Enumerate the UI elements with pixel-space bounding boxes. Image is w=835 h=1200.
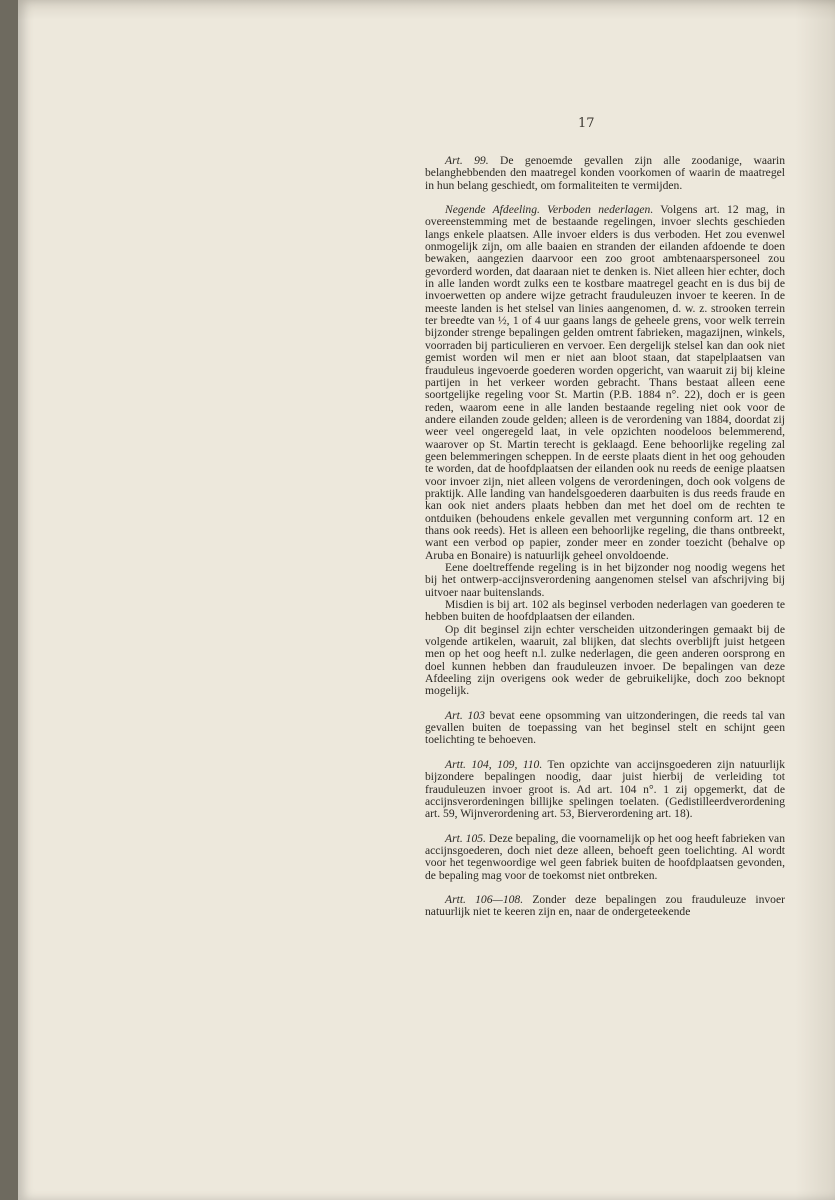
paragraph-lead: Art. 99.: [445, 154, 489, 167]
paragraph-artt-106-108: [425, 894, 785, 919]
paragraph-art-105: [425, 833, 785, 882]
paragraph-text: De genoemde gevallen zijn alle zoodanige, waarin belanghebbenden den maatregel konden voorkomen of waarin de maatregel in hun belang geschiedt, om formaliteiten te vermijden.: [425, 154, 785, 192]
document-page: [18, 0, 835, 1200]
page-shadow-top: [18, 0, 835, 20]
paragraph-lead: Art. 105.: [445, 831, 486, 845]
paragraph-artt-104-109-110: [425, 759, 785, 821]
body-text: [425, 155, 785, 919]
paragraph-art-99: [425, 155, 785, 192]
paragraph-lead: Negende Afdeeling. Verboden nederlagen.: [445, 203, 654, 217]
paragraph-text: Zonder deze bepalingen zou frauduleuze invoer natuurlijk niet te keeren zijn en, naar de ondergeteekende: [425, 892, 785, 919]
paragraph-text: Ten opzichte van accijnsgoederen zijn natuurlijk bijzondere bepalingen noodig, daar juist hierbij de verleiding tot frauduleuzen invoer groot is. Ad art. 104 n°. 1 zij opgemerkt, dat de accijnsverordeningen billijke spelingen toelaten. (Gedistilleerdverordening art. 59, Wijnverordening art. 53, Bierverordening art. 18).: [425, 757, 786, 821]
page-shadow-edge: [795, 0, 835, 1200]
paragraph-lead: Artt. 106—108.: [445, 892, 524, 906]
page-number: 17: [578, 116, 595, 131]
paragraph-art-103: [425, 710, 785, 747]
paragraph-text: bevat eene opsomming van uitzonderingen, die reeds tal van gevallen buiten de toepassing van het beginsel stelt en schijnt geen toelichting te behoeven.: [425, 708, 785, 747]
paragraph-doeltreffende-regeling: [425, 562, 785, 599]
paragraph-art-102: [425, 599, 785, 624]
paragraph-lead: Artt. 104, 109, 110.: [445, 757, 543, 771]
paragraph-text: Op dit beginsel zijn echter verscheiden uitzonderingen gemaakt bij de volgende artikelen, waaruit, zal blijken, dat slechts overblijft juist hetgeen men op het oog heeft n.l. zulke nederlagen, die geen anderen oorsprong en doel kunnen hebben dan frauduleuzen invoer. De bepalingen van deze Afdeeling zijn overigens ook weder de gebruikelijke, doch zoo beknopt mogelijk.: [425, 622, 785, 698]
paragraph-text: Deze bepaling, die voornamelijk op het oog heeft fabrieken van accijnsgoederen, doch niet deze alleen, behoeft geen toelichting. Al wordt voor het tegenwoordige wel geen fabriek buiten de hoofdplaatsen gevonden, de bepaling mag voor de toekomst niet ontbreken.: [425, 831, 785, 882]
paragraph-lead: Art. 103: [445, 708, 485, 722]
paragraph-text: Misdien is bij art. 102 als beginsel verboden nederlagen van goederen te hebben buiten de hoofdplaatsen der eilanden.: [425, 598, 785, 624]
paragraph-uitzonderingen: [425, 624, 785, 698]
paragraph-verboden-nederlagen: [425, 204, 785, 562]
paragraph-text: Eene doeltreffende regeling is in het bijzonder nog noodig wegens het bij het ontwerp-accijnsverordening aangenomen stelsel van afschrijving bij uitvoer naar buitenslands.: [425, 561, 785, 599]
paragraph-text: Volgens art. 12 mag, in overeenstemming met de bestaande regelingen, invoer slechts geschieden langs enkele plaatsen. Alle invoer elders is dus verboden. Het zou evenwel onmogelijk zijn, om alle baaien en stranden der eilanden afdoende te doen bewaken, aangezien daarvoor een zoo groot ambtenaarspersoneel zou gevorderd worden, dat daaraan niet te denken is. Niet alleen hier echter, doch in alle landen wordt zulks een te kostbare maatregel geacht en is dus bij de invoerwetten op andere wijze getracht frauduleuzen invoer te keeren. In de meeste landen is het stelsel van linies aangenomen, d. w. z. strooken terrein ter breedte van ½, 1 of 4 uur gaans langs de geheele grens, voor welk terrein bijzonder strenge bepalingen gelden omtrent fabrieken, magazijnen, winkels, voorraden bij particulieren en vervoer. Een dergelijk stelsel kan dan ook niet gemist worden wil men er niet aan bloot staan, dat stapelplaatsen van frauduleus ingevoerde goederen worden opgericht, van waaruit zij bij kleine partijen in het verkeer worden gebracht. Thans bestaat alleen eene soortgelijke regeling voor St. Martin (P.B. 1884 n°. 22), doch er is geen reden, waarom eene in alle landen bestaande regeling niet ook voor de andere eilanden zoude gelden; alleen is de verordening van 1884, doordat zij weer veel ongeregeld laat, in vele opzichten noodeloos belemmerend, waarover op St. Martin terecht is geklaagd. Eene behoorlijke regeling zal geen belemmeringen scheppen. In de eerste plaats dient in het oog gehouden te worden, dat de hoofdplaatsen der eilanden ook nu reeds de eenige plaatsen voor invoer zijn, niet alleen volgens de verordeningen, doch ook volgens de praktijk. Alle landing van handelsgoederen daarbuiten is dus reeds fraude en kan ook niet anders plaats hebben dan met het doel om de rechten te ontduiken (behoudens enkele gevallen met vergunning conform art. 12 en thans ook reeds). Het is alleen een behoorlijke regeling, die thans ontbreekt, want een verbod op papier, zonder meer en zonder toezicht (behalve op Aruba en Bonaire) is natuurlijk geheel onvoldoende.: [425, 203, 785, 562]
